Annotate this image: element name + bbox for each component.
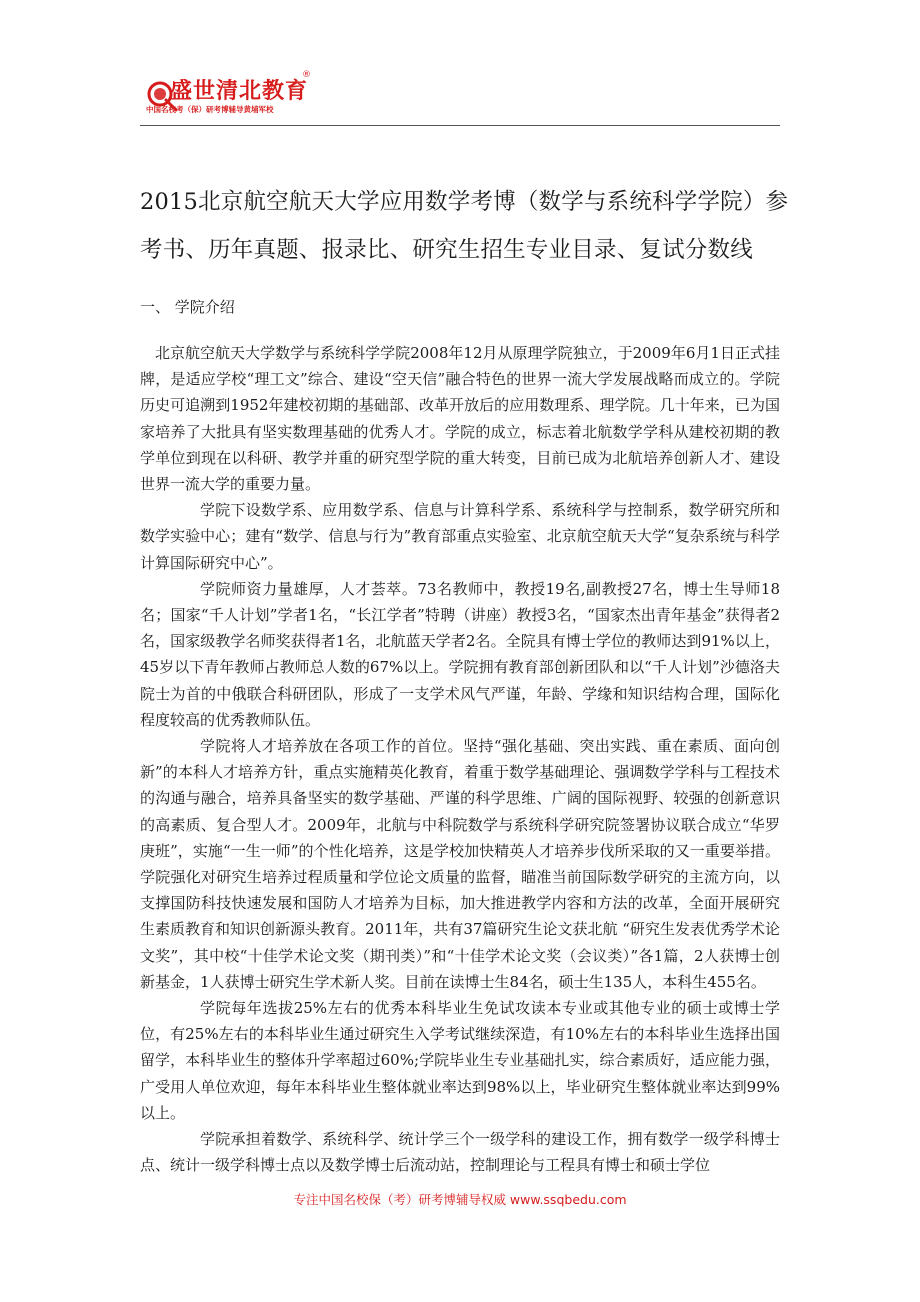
paragraph: 学院将人才培养放在各项工作的首位。坚持“强化基础、突出实践、重在素质、面向创新”的本科人才培养方针，重点实施精英化教育，着重于数学基础理论、强调数学学科与工程技术的沟通与融合，培养具备坚实的数学基础、严谨的科学思维、广阔的国际视野、较强的创新意识的高素质、复合型人才。2009年，北航与中科院数学与系统科学研究院签署协议联合成立“华罗庚班”，实施“一生一师”的个性化培养，这是学校加快精英人才培养步伐所采取的又一重要举措。学院强化对研究生培养过程质量和学位论文质量的监督，瞄准当前国际数学研究的主流方向，以支撑国防科技快速发展和国防人才培养为目标，加大推进教学内容和方法的改革，全面开展研究生素质教育和知识创新源头教育。2011年，共有37篇研究生论文获北航 “研究生发表优秀学术论文奖”，其中校“十佳学术论文奖（期刊类）”和“十佳学术论文奖（会议类）”各1篇，2人获博士创新基金，1人获博士研究生学术新人奖。目前在读博士生84名，硕士生135人，本科生455名。: [140, 737, 780, 991]
document-title: 2015北京航空航天大学应用数学考博（数学与系统科学学院）参考书、历年真题、报录比、研究生招生专业目录、复试分数线: [140, 189, 789, 263]
section-heading: 一、 学院介绍: [140, 298, 235, 316]
registered-mark: ®: [302, 70, 311, 80]
logo-tagline: 中国名校考（保）研考博辅导黄埔军校: [146, 105, 274, 114]
footer-slogan: 专注中国名校保（考）研考博辅导权威 www.ssqbedu.com: [293, 1192, 627, 1207]
header: [140, 70, 780, 130]
paragraph: 学院每年选拔25%左右的优秀本科毕业生免试攻读本专业或其他专业的硕士或博士学位，有25%左右的本科毕业生通过研究生入学考试继续深造，有10%左右的本科毕业生选择出国留学，本科毕业生的整体升学率超过60%;学院毕业生专业基础扎实，综合素质好，适应能力强，广受用人单位欢迎，每年本科毕业生整体就业率达到98%以上，毕业研究生整体就业率达到99%以上。: [140, 999, 780, 1122]
paragraph: 北京航空航天大学数学与系统科学学院2008年12月从原理学院独立，于2009年6月1日正式挂牌，是适应学校“理工文”综合、建设“空天信”融合特色的世界一流大学发展战略而成立的。学院历史可追溯到1952年建校初期的基础部、改革开放后的应用数理系、理学院。几十年来，已为国家培养了大批具有坚实数理基础的优秀人才。学院的成立，标志着北航数学学科从建校初期的教学单位到现在以科研、教学并重的研究型学院的重大转变，目前已成为北航培养创新人才、建设世界一流大学的重要力量。: [140, 344, 780, 494]
header-divider: [140, 125, 780, 126]
section-body: [140, 340, 780, 1179]
paragraph: 学院承担着数学、系统科学、统计学三个一级学科的建设工作，拥有数学一级学科博士点、统计一级学科博士点以及数学博士后流动站，控制理论与工程具有博士和硕士学位: [140, 1130, 780, 1175]
logo-name: 盛世清北教育: [170, 79, 309, 104]
paragraph: 学院下设数学系、应用数学系、信息与计算科学系、系统科学与控制系，数学研究所和数学实验中心；建有“数学、信息与行为”教育部重点实验室、北京航空航天大学“复杂系统与科学计算国际研究中心”。: [140, 501, 780, 572]
paragraph: 学院师资力量雄厚，人才荟萃。73名教师中，教授19名,副教授27名，博士生导师18名；国家“千人计划”学者1名，“长江学者”特聘（讲座）教授3名，“国家杰出青年基金”获得者2名，国家级教学名师奖获得者1名，北航蓝天学者2名。全院具有博士学位的教师达到91%以上，45岁以下青年教师占教师总人数的67%以上。学院拥有教育部创新团队和以“千人计划”沙德洛夫院士为首的中俄联合科研团队，形成了一支学术风气严谨，年龄、学缘和知识结构合理，国际化程度较高的优秀教师队伍。: [140, 579, 780, 729]
